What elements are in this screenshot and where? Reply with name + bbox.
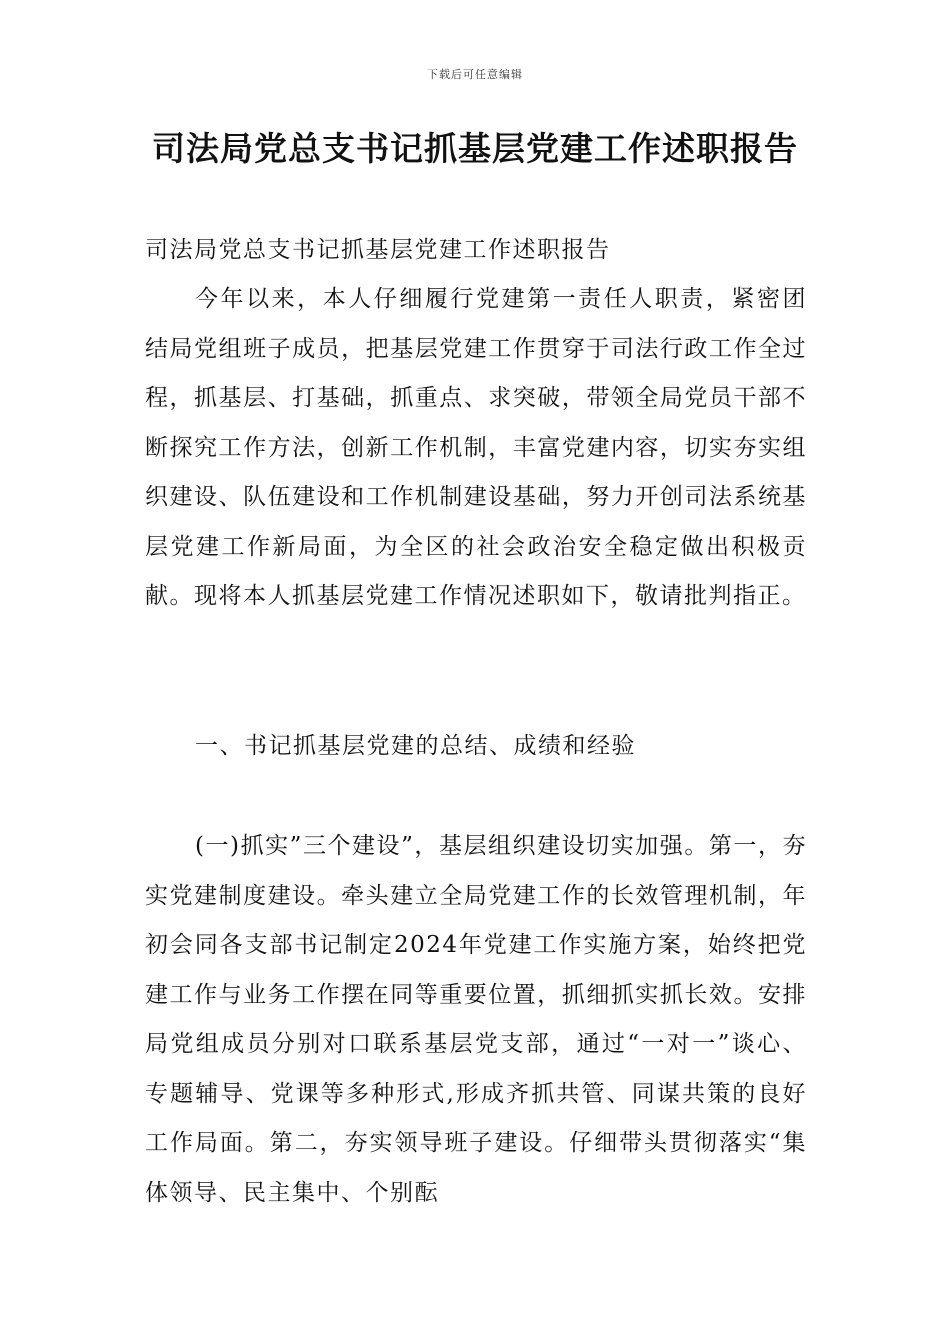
body-paragraph-intro: 今年以来，本人仔细履行党建第一责任人职责，紧密团结局党组班子成员，把基层党建工作贯穿于司法行政工作全过程，抓基层、打基础，抓重点、求突破，带领全局党员干部不断探究工作方法，创新工作机制，丰富党建内容，切实夯实组织建设、队伍建设和工作机制建设基础，努力开创司法系统基层党建工作新局面，为全区的社会政治安全稳定做出积极贡献。现将本人抓基层党建工作情况述职如下，敬请批判指正。 (145, 286, 807, 609)
body-paragraph-section-1: (一)抓实”三个建设”，基层组织建设切实加强。第一，夯实党建制度建设。牵头建立全局党建工作的长效管理机制，年初会同各支部书记制定2024年党建工作实施方案，始终把党建工作与业务工作摆在同等重要位置，抓细抓实抓长效。安排局党组成员分别对口联系基层党支部，通过“一对一”谈心、专题辅导、党课等多种形式,形成齐抓共管、同谋共策的良好工作局面。第二，夯实领导班子建设。仔细带头贯彻落实“集体领导、民主集中、个别酝 (145, 833, 807, 1206)
document-title: 司法局党总支书记抓基层党建工作述职报告 (152, 129, 798, 168)
header-note: 下载后可任意编辑 (427, 68, 523, 81)
section-heading: 一、书记抓基层党建的总结、成绩和经验 (195, 733, 636, 759)
document-subtitle: 司法局党总支书记抓基层党建工作述职报告 (145, 237, 611, 263)
